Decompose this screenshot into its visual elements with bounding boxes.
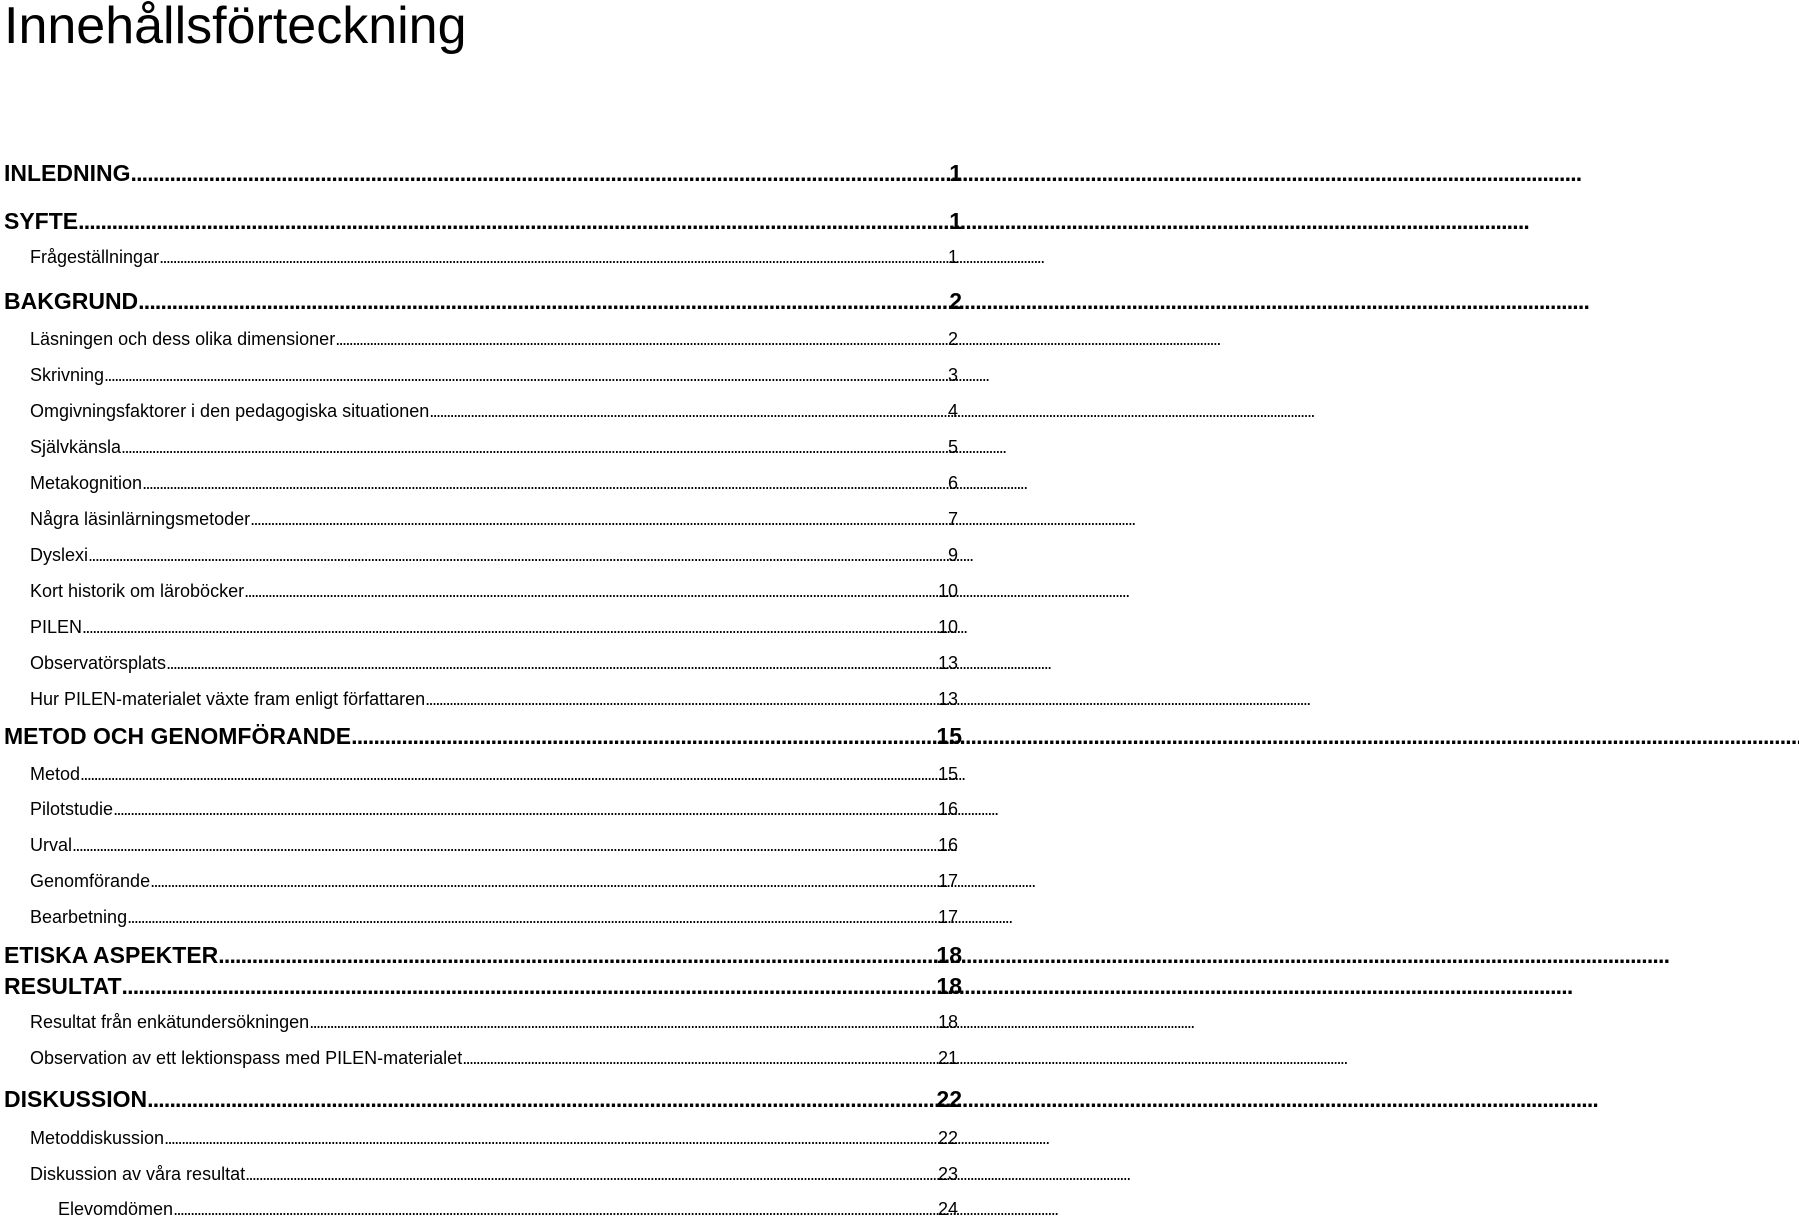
dot-leader [159,243,944,271]
toc-entry-label: Några läsinlärningsmetoder [30,509,251,529]
dot-leader [80,760,934,788]
dot-leader [113,795,934,823]
toc-entry[interactable] [0,204,962,238]
dot-leader [425,685,934,713]
dot-leader [429,397,944,425]
toc-entry[interactable] [0,505,958,533]
toc-entry-label: Metakognition [30,473,143,493]
toc-entry-label: Omgivningsfaktorer i den pedagogiska situationen [30,401,430,421]
toc-page-number: 22 [936,1086,962,1112]
toc-page-number: 17 [937,871,958,891]
dot-leader [245,1160,934,1188]
dot-leader [122,969,933,1003]
toc-entry-label: BAKGRUND [4,288,139,314]
dot-leader [150,867,934,895]
toc-entry[interactable] [0,831,958,859]
toc-entry-label: METOD OCH GENOMFÖRANDE [4,723,352,749]
toc-entry[interactable] [0,795,958,823]
dot-leader [142,469,944,497]
toc-page-number: 1 [949,160,962,186]
toc-page-number: 13 [937,653,958,673]
toc-page-number: 16 [937,835,958,855]
dot-leader [104,361,944,389]
toc-page-number: 5 [947,437,958,457]
dot-leader [147,1082,932,1116]
toc-entry[interactable] [0,1082,962,1116]
dot-leader [250,505,944,533]
toc-entry[interactable] [0,577,958,605]
toc-entry-label: Resultat från enkätundersökningen [30,1012,310,1032]
toc-entry[interactable] [0,156,962,190]
toc-entry-label: Observation av ett lektionspass med PILEN-materialet [30,1048,463,1068]
page-title: Innehållsförteckning [4,0,467,55]
toc-entry-label: SYFTE [4,208,79,234]
toc-page-number: 15 [937,764,958,784]
toc-page-number: 10 [937,617,958,637]
toc-entry-label: Frågeställningar [30,247,160,267]
dot-leader [218,938,932,972]
dot-leader [78,204,945,238]
dot-leader [462,1044,934,1072]
toc-entry[interactable] [0,541,958,569]
toc-entry-label: Kort historik om läroböcker [30,581,245,601]
toc-entry-label: Skrivning [30,365,105,385]
toc-page-number: 24 [937,1199,958,1219]
toc-entry-label: Metoddiskussion [30,1128,165,1148]
toc-page-number: 18 [936,973,962,999]
toc-entry-label: Observatörsplats [30,653,167,673]
toc-page-number: 7 [947,509,958,529]
dot-leader [88,541,944,569]
toc-entry[interactable] [0,760,958,788]
toc-page-number: 3 [947,365,958,385]
dot-leader [82,613,934,641]
toc-entry[interactable] [0,969,962,1003]
toc-page-number: 21 [937,1048,958,1068]
toc-page-number: 18 [936,942,962,968]
toc-entry[interactable] [0,938,962,972]
toc-entry[interactable] [0,361,958,389]
toc-page-number: 13 [937,689,958,709]
dot-leader [121,433,944,461]
dot-leader [244,577,934,605]
toc-entry[interactable] [0,1044,958,1072]
dot-leader [173,1195,934,1223]
toc-entry-label: ETISKA ASPEKTER [4,942,219,968]
toc-entry[interactable] [0,719,962,753]
toc-page-number: 9 [947,545,958,565]
toc-entry-label: PILEN [30,617,83,637]
toc-page-number: 4 [947,401,958,421]
toc-entry-label: Dyslexi [30,545,89,565]
toc-entry-label: Metod [30,764,81,784]
dot-leader [309,1008,934,1036]
toc-entry[interactable] [0,397,958,425]
toc-page-number: 6 [947,473,958,493]
toc-page-number: 22 [937,1128,958,1148]
toc-entry-label: Pilotstudie [30,799,114,819]
toc-entry[interactable] [0,867,958,895]
dot-leader [138,284,945,318]
toc-entry-label: INLEDNING [4,160,131,186]
toc-entry[interactable] [0,1008,958,1036]
toc-entry[interactable] [0,243,958,271]
toc-entry[interactable] [0,685,958,713]
toc-entry[interactable] [0,613,958,641]
toc-page-number: 10 [937,581,958,601]
toc-entry[interactable] [0,1195,958,1223]
toc-entry[interactable] [0,903,958,931]
toc-page-number: 16 [937,799,958,819]
toc-entry[interactable] [0,469,958,497]
toc-page-number: 2 [947,329,958,349]
dot-leader [127,903,934,931]
dot-leader [351,719,932,753]
toc-page-number: 15 [936,723,962,749]
toc-page-number: 2 [949,288,962,314]
toc-entry[interactable] [0,1160,958,1188]
toc-entry[interactable] [0,1124,958,1152]
toc-entry-label: Diskussion av våra resultat [30,1164,246,1184]
dot-leader [166,649,934,677]
toc-page-number: 1 [947,247,958,267]
toc-entry-label: Urval [30,835,73,855]
toc-entry-label: RESULTAT [4,973,122,999]
toc-page-number: 17 [937,907,958,927]
toc-page-number: 18 [937,1012,958,1032]
toc-page-number: 1 [949,208,962,234]
toc-entry[interactable] [0,433,958,461]
dot-leader [335,325,944,353]
toc-page-number: 23 [937,1164,958,1184]
dot-leader [131,156,946,190]
toc-entry[interactable] [0,325,958,353]
toc-entry[interactable] [0,284,962,318]
dot-leader [72,831,934,859]
toc-entry-label: Bearbetning [30,907,128,927]
toc-entry-label: Elevomdömen [58,1199,174,1219]
toc-entry-label: Läsningen och dess olika dimensioner [30,329,336,349]
toc-entry[interactable] [0,649,958,677]
toc-entry-label: Självkänsla [30,437,122,457]
dot-leader [164,1124,934,1152]
toc-entry-label: DISKUSSION [4,1086,148,1112]
toc-entry-label: Hur PILEN-materialet växte fram enligt författaren [30,689,426,709]
toc-entry-label: Genomförande [30,871,151,891]
